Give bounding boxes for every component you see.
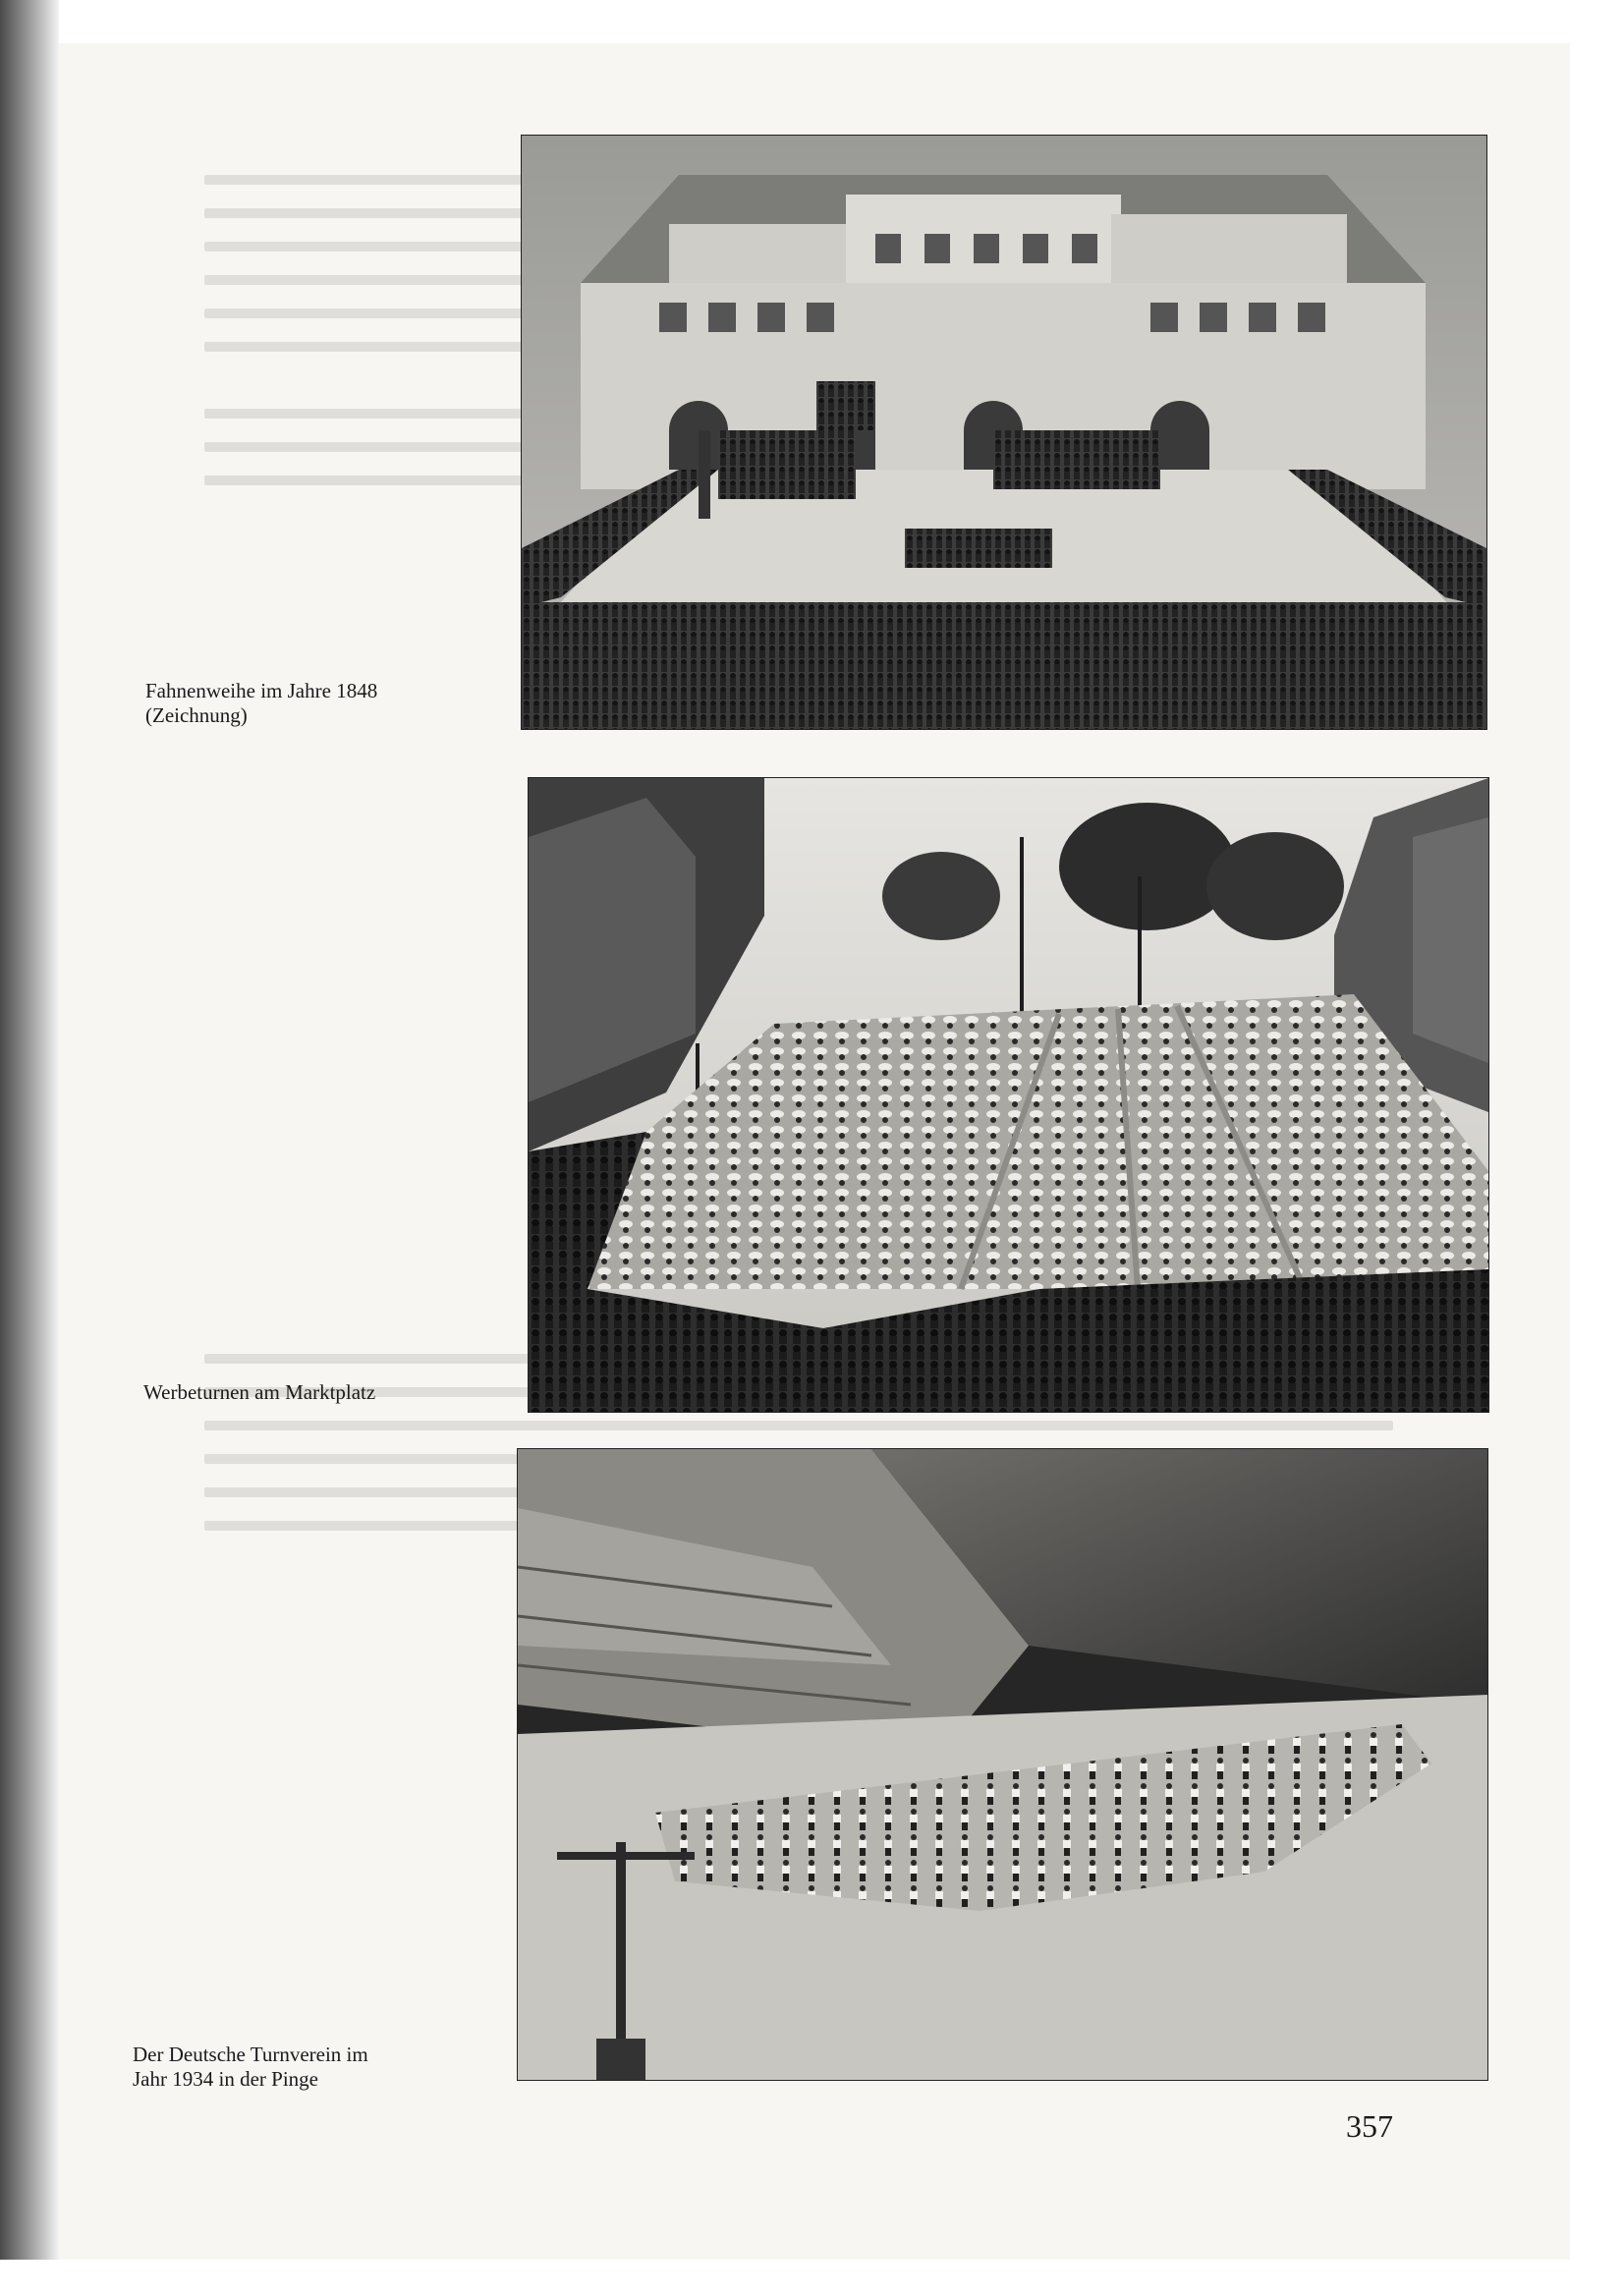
photo-gymnastics-market-square bbox=[528, 777, 1489, 1413]
scan-top-margin bbox=[0, 0, 1624, 43]
caption-line: (Zeichnung) bbox=[145, 703, 248, 727]
page-number: 357 bbox=[1346, 2108, 1393, 2144]
caption-line: Werbeturnen am Marktplatz bbox=[143, 1380, 376, 1404]
figure-caption bbox=[143, 1380, 375, 1405]
caption-line: Jahr 1934 in der Pinge bbox=[133, 2067, 318, 2091]
photo-flag-consecration-1848 bbox=[521, 135, 1487, 730]
caption-line: Fahnenweihe im Jahre 1848 bbox=[145, 679, 378, 702]
photo-turnverein-pinge-1934 bbox=[517, 1448, 1488, 2081]
figure-caption bbox=[133, 2043, 368, 2092]
caption-line: Der Deutsche Turnverein im bbox=[133, 2043, 368, 2066]
scan-bottom-margin bbox=[0, 2260, 1624, 2296]
scan-gutter-shadow bbox=[0, 0, 59, 2296]
figure-caption bbox=[145, 679, 377, 728]
